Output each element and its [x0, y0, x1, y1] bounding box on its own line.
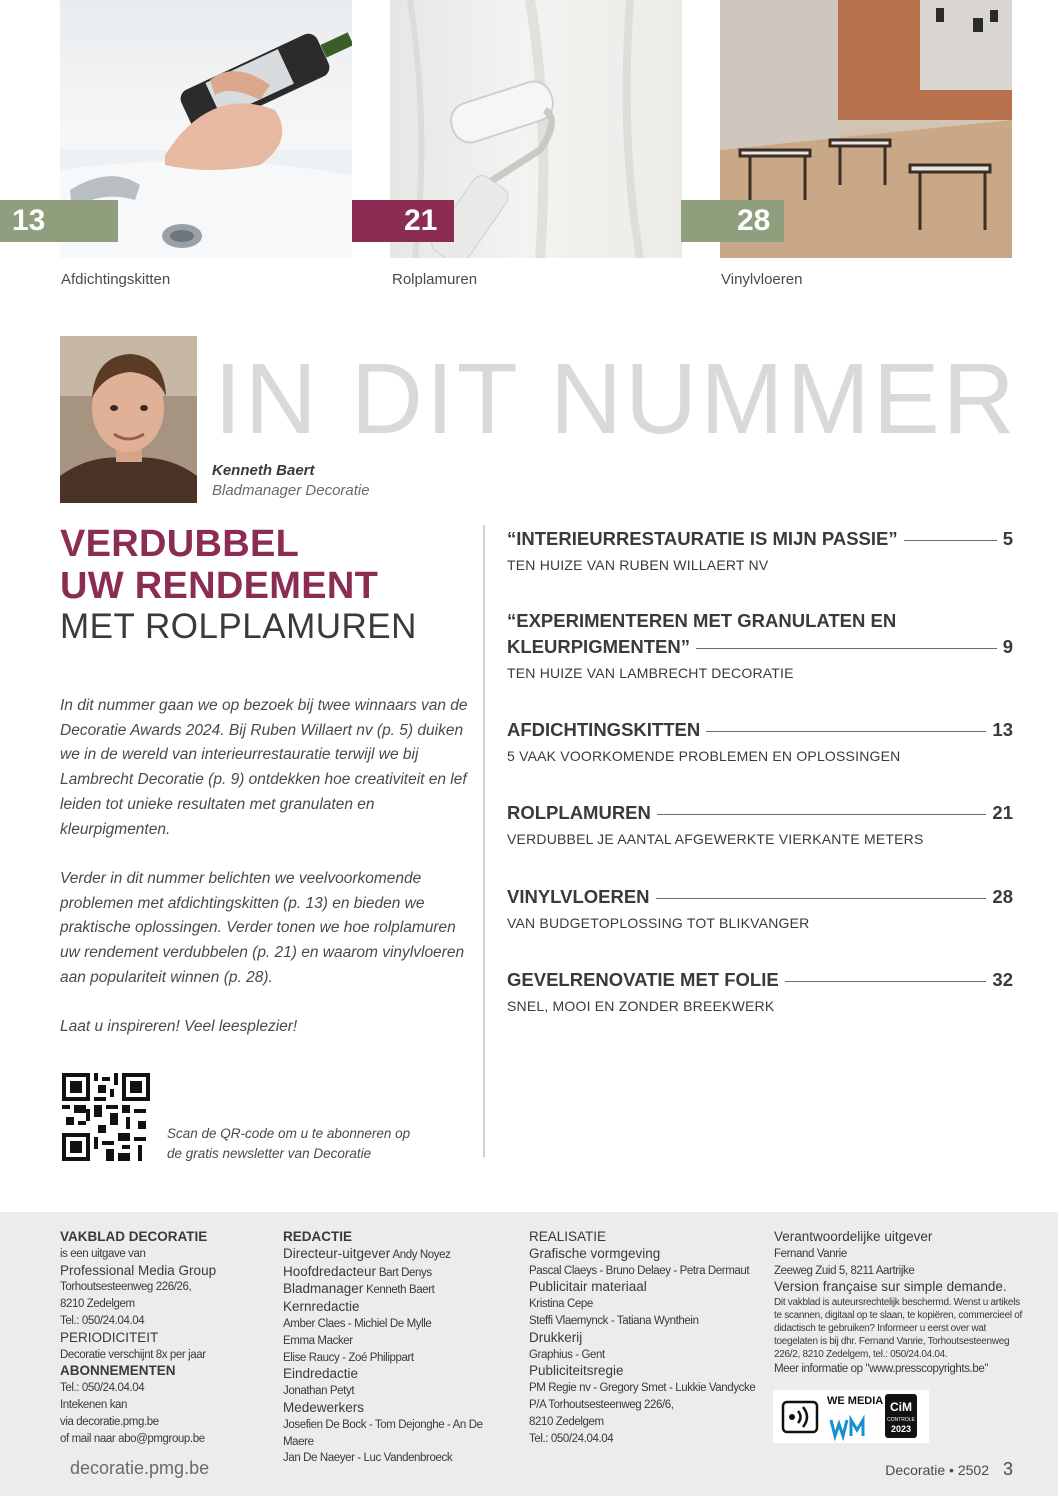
page-folio	[885, 1459, 1013, 1480]
toc-entry-vinylvloeren[interactable]: VINYLVLOEREN 28 VAN BUDGETOPLOSSING TOT BLIKVANGER	[507, 886, 1013, 931]
toc-page-number: 13	[992, 719, 1013, 740]
website-link[interactable]: decoratie.pmg.be	[70, 1458, 210, 1478]
newsletter-qr-code[interactable]	[62, 1073, 150, 1161]
author-portrait	[60, 336, 197, 503]
author-role: Bladmanager Decoratie	[212, 482, 370, 499]
column-divider	[483, 525, 485, 1157]
presscopyrights-link[interactable]: Meer informatie op "www.presscopyrights.be"	[774, 1363, 989, 1376]
author-name: Kenneth Baert	[212, 462, 315, 479]
issue-label: Decoratie • 2502	[885, 1462, 989, 1478]
toc-entry-rolplamuren[interactable]: ROLPLAMUREN 21 VERDUBBEL JE AANTAL AFGEWERKTE VIERKANTE METERS	[507, 802, 1013, 847]
editorial-intro	[60, 694, 470, 1065]
page-title: IN DIT NUMMER	[214, 343, 1018, 455]
page-tag-28: 28	[681, 200, 784, 242]
toc-page-number: 21	[992, 802, 1013, 823]
intro-paragraph: Verder in dit nummer belichten we veelvoorkomende problemen met afdichtingskitten (p. 13) en bieden we praktische oplossingen. Verder tonen we hoe rolplamuren uw rendement verdubbelen (p. 21) en waarom vinylvloeren aan populariteit winnen (p. 28).	[60, 869, 465, 986]
toc-entry-interieurrestauratie[interactable]: “INTERIEURRESTAURATIE IS MIJN PASSIE” 5 TEN HUIZE VAN RUBEN WILLAERT NV	[507, 528, 1013, 573]
toc-page-number: 5	[1002, 528, 1013, 549]
toc-entry-experimenteren[interactable]: “EXPERIMENTEREN MET GRANULATEN EN KLEURPIGMENTEN” 9 TEN HUIZE VAN LAMBRECHT DECORATIE	[507, 610, 1013, 681]
toc-subtitle: VERDUBBEL JE AANTAL AFGEWERKTE VIERKANTE METERS	[507, 831, 924, 847]
toc-subtitle: SNEL, MOOI EN ZONDER BREEKWERK	[507, 998, 775, 1014]
we-media-logo	[827, 1395, 883, 1436]
cim-logo-text: CiM	[890, 1400, 912, 1414]
toc-subtitle: TEN HUIZE VAN LAMBRECHT DECORATIE	[507, 665, 794, 681]
teaser-caption-rolplamuren: Rolplamuren	[392, 271, 478, 288]
editorial-headline	[60, 523, 417, 647]
cim-logo-subtext: CONTROLE	[887, 1417, 915, 1423]
teaser-caption-afdichtingskitten: Afdichtingskitten	[61, 271, 171, 288]
cim-logo	[885, 1394, 917, 1438]
page-tag-13: 13	[0, 200, 118, 242]
colophon-column-editorial: REDACTIE Directeur-uitgever Andy Noyez Hoofdredacteur Bart Denys Bladmanager Kenneth Baert Kernredactie Amber Claes - Michiel De Mylle Emma Macker Elise Raucy - Zoé Philippart Eindredactie Jonathan Petyt Medewerkers Josefien De Bock - Tom Dejonghe - An De Maere Jan De Naeyer - Luc Vandenbroeck	[283, 1229, 483, 1465]
intro-paragraph: In dit nummer gaan we op bezoek bij twee winnaars van de Decoratie Awards 2024. Bij Ruben Willaert nv (p. 5) duiken we in de wereld van interieurrestauratie terwijl we bij Lambrecht Decoratie (p. 9) ontdekken hoe creativiteit en lef leiden tot unieke resultaten met granulaten en kleurpigmenten.	[60, 697, 468, 838]
colophon-column-production: REALISATIE Grafische vormgeving Pascal Claeys - Bruno Delaey - Petra Dermaut Publicitair materiaal Kristina Cepe Steffi Vlaemynck - Tatiana Wynthein Drukkerij Graphius - Gent Publiciteitsregie PM Regie nv - Gregory Smet - Lukkie Vandycke P/A Torhoutsesteenweg 226/6, 8210 Zedelgem Tel.: 050/24.04.04	[529, 1229, 756, 1445]
cim-logo-year: 2023	[890, 1424, 912, 1434]
qr-caption: Scan de QR-code om u te abonneren op de gratis newsletter van Decoratie	[167, 1126, 411, 1161]
headline-line-2: UW RENDEMENT	[60, 565, 379, 607]
toc-page-number: 9	[1002, 636, 1013, 657]
toc-subtitle: VAN BUDGETOPLOSSING TOT BLIKVANGER	[507, 915, 810, 931]
teaser-caption-vinylvloeren: Vinylvloeren	[721, 271, 803, 288]
subscribe-email-link[interactable]: of mail naar abo@pmgroup.be	[60, 1432, 205, 1445]
member-logos	[773, 1390, 929, 1443]
page-number: 3	[1002, 1459, 1013, 1479]
copyright-notice: Dit vakblad is auteursrechtelijk beschermd. Wenst u artikels te scannen, digitaal op te slaan, te kopiëren, commercieel of didactisch te gebruiken? Informeer u eerst over wat toegelaten is bij dhr. Fernand Vanrie, Torhoutsesteenweg 226/2, 8210 Zedelgem, tel.: 050/24.04.04.	[774, 1297, 1022, 1361]
headline-line-1: VERDUBBEL	[60, 523, 300, 565]
colophon-column-responsible-publisher: Verantwoordelijke uitgever Fernand Vanrie Zeeweg Zuid 5, 8211 Aartrijke Version française sur simple demande. Dit vakblad is auteursrechtelijk beschermd. Wenst u artikels te scannen, digitaal op te slaan, te kopiëren, commercieel of didactisch te gebruiken? Informeer u eerst over wat toegelaten is bij dhr. Fernand Vanrie, Torhoutsesteenweg 226/2, 8210 Zedelgem, tel.: 050/24.04.04. Meer informatie op "www.presscopyrights.be"	[774, 1229, 1024, 1378]
colophon-column-publisher: VAKBLAD DECORATIE is een uitgave van Professional Media Group Torhoutsesteenweg 226/26, 8210 Zedelgem Tel.: 050/24.04.04 PERIODICITEIT Decoratie verschijnt 8x per jaar ABONNEMENTEN Tel.: 050/24.04.04 Intekenen kan via decoratie.pmg.be of mail naar abo@pmgroup.be	[60, 1229, 270, 1447]
toc-subtitle: TEN HUIZE VAN RUBEN WILLAERT NV	[507, 557, 769, 573]
intro-paragraph: Laat u inspireren! Veel leesplezier!	[60, 1018, 298, 1036]
toc-entry-gevelrenovatie[interactable]: GEVELRENOVATIE MET FOLIE 32 SNEL, MOOI EN ZONDER BREEKWERK	[507, 969, 1013, 1014]
toc-page-number: 32	[992, 969, 1013, 990]
audio-icon	[783, 1402, 817, 1432]
toc-entry-afdichtingskitten[interactable]: AFDICHTINGSKITTEN 13 5 VAAK VOORKOMENDE PROBLEMEN EN OPLOSSINGEN	[507, 719, 1013, 764]
subscribe-link[interactable]: via decoratie.pmg.be	[60, 1415, 159, 1428]
page-tag-21: 21	[352, 200, 454, 242]
toc-page-number: 28	[992, 886, 1013, 907]
we-media-logo-text: WE MEDIA	[827, 1395, 884, 1407]
headline-line-3: MET ROLPLAMUREN	[60, 607, 417, 646]
toc-subtitle: 5 VAAK VOORKOMENDE PROBLEMEN EN OPLOSSINGEN	[507, 748, 901, 764]
